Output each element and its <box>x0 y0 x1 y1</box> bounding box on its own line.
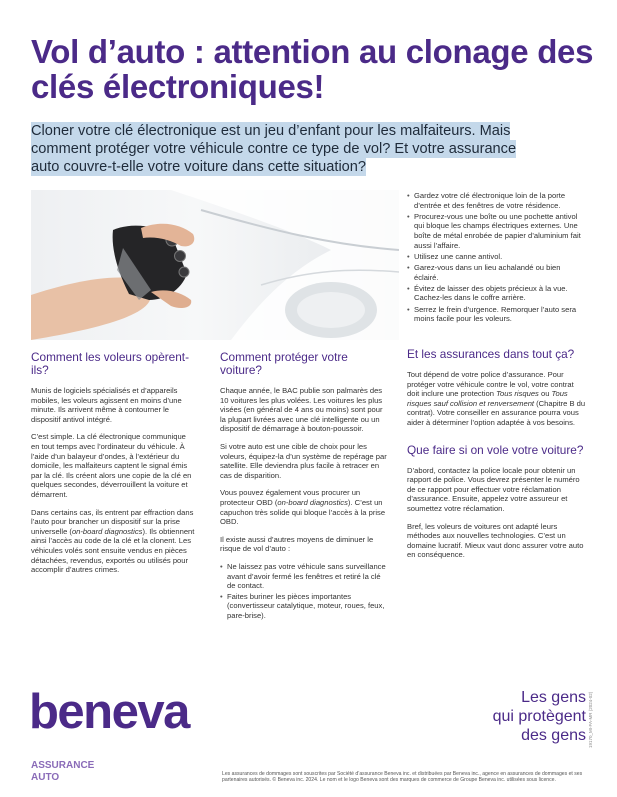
list-item: • Ne laissez pas votre véhicule sans surveillance avant d’avoir fermé les fenêtres et retiré la clé de contact. <box>220 562 390 591</box>
logo-subtitle <box>31 760 94 784</box>
italic-term: on-board diagnostics <box>277 497 348 507</box>
prevention-tips-list <box>407 191 587 325</box>
italic-term: Tous risques <box>496 389 539 399</box>
list-item: • Faites buriner les pièces importantes (convertisseur catalytique, moteur, roues, feux, pare-brise). <box>220 592 390 621</box>
paragraph: Bref, les voleurs de voitures ont adapté leurs méthodes aux nouvelles technologies. C’est un domaine lucratif. Mieux vaut donc assurer votre auto en conséquence. <box>407 521 584 560</box>
list-item: • Utilisez une canne antivol. <box>407 252 587 262</box>
text-segment: (Chapitre B du contrat). Votre conseiller en assurance pourra vous aider à déterminer l’option adaptée à vos besoins. <box>407 398 586 427</box>
column-insurance <box>407 348 587 568</box>
text-segment: ou <box>538 389 552 399</box>
slogan <box>493 688 586 745</box>
paragraph: Munis de logiciels spécialisés et d’appareils mobiles, les voleurs agissent en moins d’une minute. Ils arrivent même à contourner le dispositif antivol intégré. <box>31 386 182 424</box>
car-key-photo <box>31 190 399 340</box>
intro-paragraph <box>31 122 541 176</box>
list-item: • Garez-vous dans un lieu achalandé ou bien éclairé. <box>407 263 587 282</box>
slogan-line: des gens <box>521 727 586 744</box>
paragraph: Si votre auto est une cible de choix pour les voleurs, équipez-la d’un système de repérage par satellite. Elle deviendra plus facile à retracer en cas de disparition. <box>220 441 387 480</box>
paragraph: Il existe aussi d’autres moyens de diminuer le risque de vol d’auto : <box>220 534 374 554</box>
text-segment: Tout dépend de votre police d’assurance. Pour protéger votre véhicule contre le vol, votre contrat doit inclure une protection <box>407 370 574 399</box>
logo-subtitle-line: ASSURANCE <box>31 760 95 771</box>
text-segment: Dans certains cas, ils entrent par effraction dans l’auto pour brancher un dispositif sur la prise universelle ( <box>31 507 194 536</box>
column-protect-your-car <box>220 351 390 621</box>
list-item: • Serrez le frein d’urgence. Remorquer l’auto sera moins facile pour les voleurs. <box>407 305 587 324</box>
paragraph <box>220 488 390 526</box>
legal-notice: Les assurances de dommages sont souscrites par Société d’assurance Beneva inc. et distribuées par Beneva inc., agence en assurances de dommages et ses partenaires autorisés. © Beneva inc. 2024. Le nom et le logo Beneva sont des marques de commerce de Groupe Beneva inc. utilisées sous licence. <box>222 771 583 784</box>
page-title: Vol d’auto : attention au clonage des clés électroniques! <box>31 33 594 105</box>
section-heading: Comment les voleurs opèrent-ils? <box>31 350 190 377</box>
paragraph: C’est simple. La clé électronique communique en tout temps avec l’ordinateur du véhicule. À l’aide d’un balayeur d’ondes, à l’extérieur du domicile, les malfaiteurs captent le signal émis par la clé. Ils créent alors une copie de la clé en quelques secondes, déverrouillent la voiture et démarrent. <box>31 432 192 499</box>
section-heading: Comment protéger votre voiture? <box>220 350 348 377</box>
text-segment: Vous pouvez également vous procurer un protecteur OBD ( <box>220 488 361 507</box>
logo-subtitle-line: AUTO <box>31 772 60 783</box>
text-segment: ). C’est un capuchon très solide qui bloque l’accès à la prise OBD. <box>220 497 386 527</box>
list-item: • Évitez de laisser des objets précieux à la vue. Cachez-les dans le coffre arrière. <box>407 284 587 303</box>
section-heading: Et les assurances dans tout ça? <box>407 347 575 361</box>
paragraph <box>31 508 196 575</box>
paragraph: D’abord, contactez la police locale pour obtenir un rapport de police. Vous devrez présenter le numéro de ce rapport pour effectuer votre réclamation d’assurance. Ensuite, appelez votre assureur et soumettez votre réclamation. <box>407 465 580 513</box>
paragraph <box>407 370 587 428</box>
slogan-line: Les gens <box>521 689 586 706</box>
italic-term: on-board diagnostics <box>71 526 143 536</box>
list-item: • Gardez votre clé électronique loin de la porte d’entrée et des fenêtres de votre résidence. <box>407 191 587 210</box>
car-key-illustration <box>31 190 399 340</box>
paragraph: Chaque année, le BAC publie son palmarès des 10 voitures les plus volées. Les voitures les plus visées (en général de 4 ans ou moins) sont pour la plupart livrées avec une clé intelligente ou un dispositif de démarrage à bouton-poussoir. <box>220 386 383 434</box>
beneva-logo: beneva <box>29 685 189 739</box>
section-heading: Que faire si on vole votre voiture? <box>407 442 584 457</box>
italic-term: Tous risques sauf collision et renversement <box>407 389 568 408</box>
list-item: • Procurez-vous une boîte ou une pochette antivol qui bloque les champs électriques externes. Une boîte de métal enrobée de papier d’aluminium fait aussi l’affaire. <box>407 212 587 250</box>
column-how-thieves-operate <box>31 351 196 583</box>
slogan-line: qui protègent <box>492 708 586 725</box>
document-code: 19170_MI-FA-MR (2024-02) <box>588 691 593 748</box>
risk-reduction-list <box>220 562 390 621</box>
intro-highlighted-text: Cloner votre clé électronique est un jeu d’enfant pour les malfaiteurs. Mais comment protéger votre véhicule contre ce type de vol? Et votre assurance auto couvre-t-elle votre voiture dans cette situation? <box>31 123 517 175</box>
text-segment: ). Ils obtiennent ainsi l’accès au code de la clé et la clonent. Les véhicules volés sont ensuite vendus en pièces détachées, revendus, exportés ou utilisés pour accomplir d’autres crimes. <box>31 526 195 575</box>
